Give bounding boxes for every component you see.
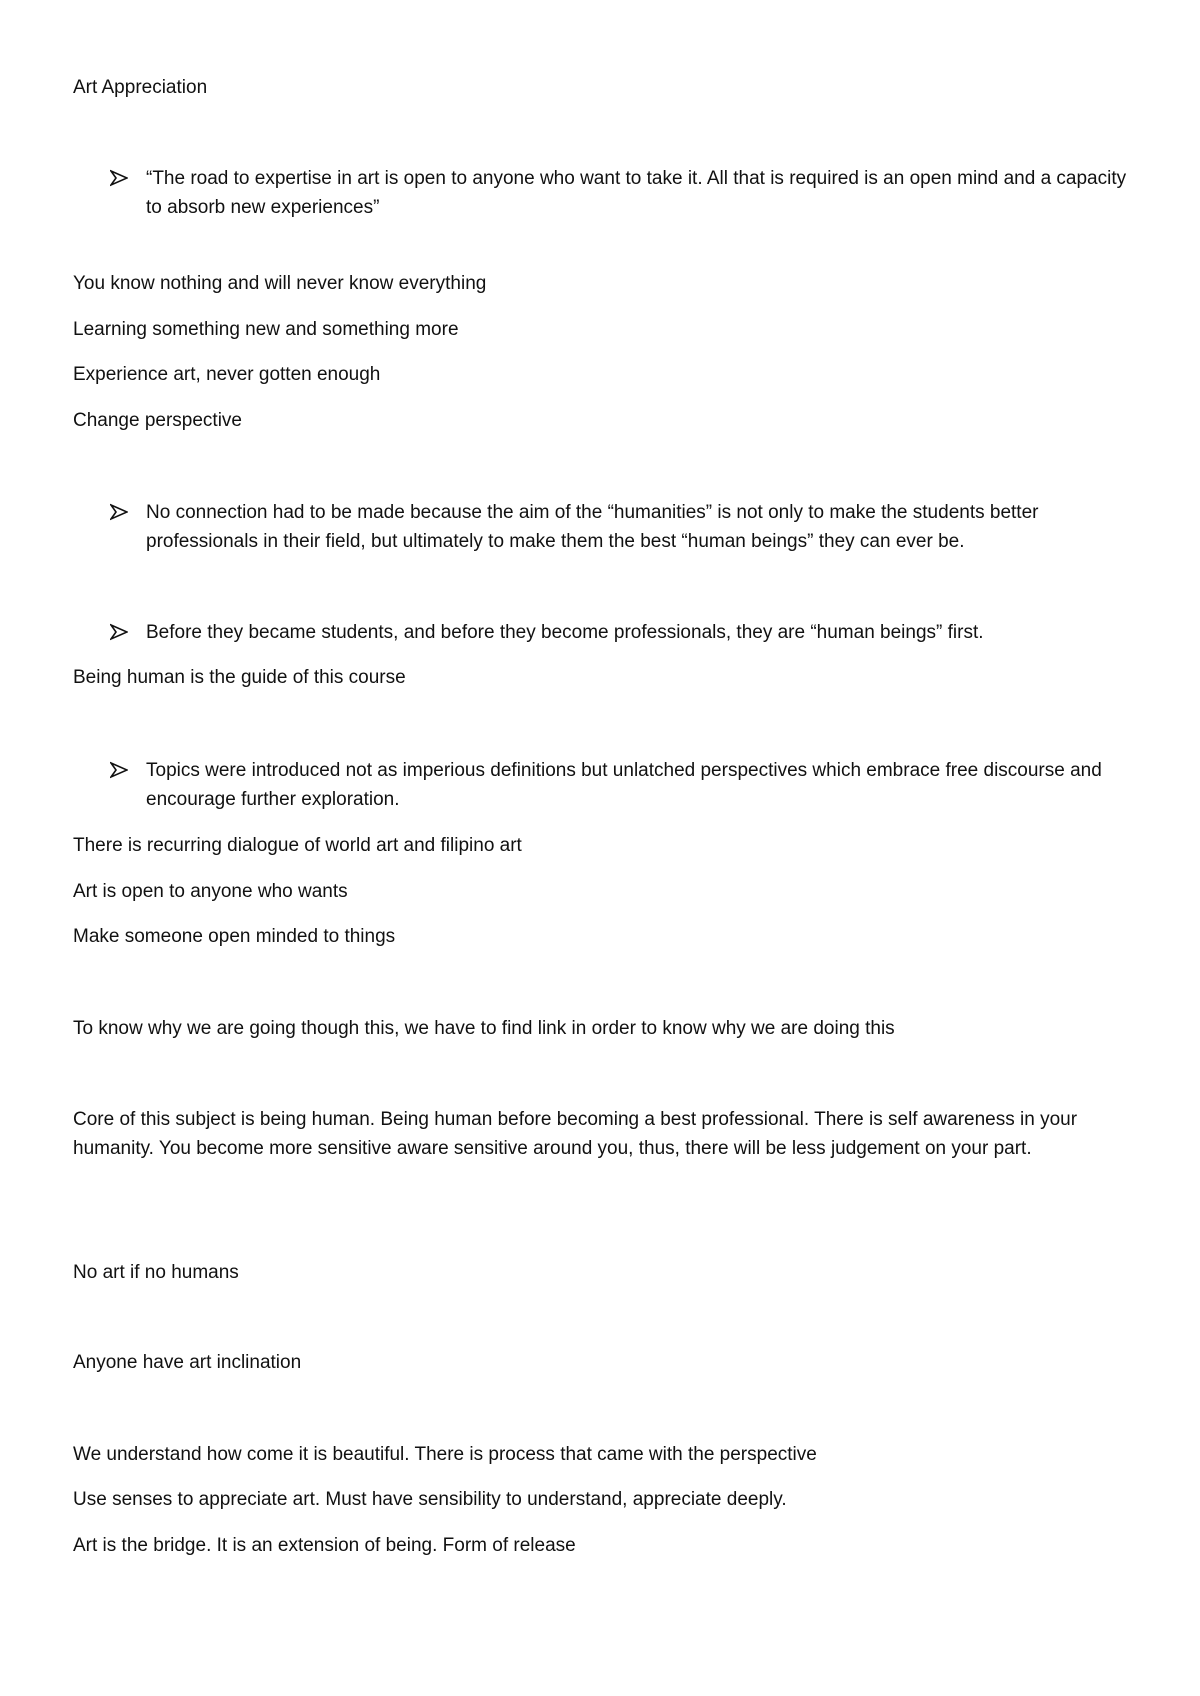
bullet-text: “The road to expertise in art is open to anyone who want to take it. All that is required is an open mind and a capacity to absorb new experiences” [146,168,1127,218]
bullet-topics [110,756,1140,814]
bullet-text: No connection had to be made because the aim of the “humanities” is not only to make the students better professionals in their field, but ultimately to make them the best “human beings” they can ever be. [146,502,1039,552]
document-title: Art Appreciation [73,77,208,98]
bullet-quote [110,164,1140,222]
text-line: No art if no humans [73,1262,239,1283]
text-line: Experience art, never gotten enough [73,364,381,385]
bullet-text: Topics were introduced not as imperious definitions but unlatched perspectives which embrace free discourse and encourage further exploration. [146,760,1102,810]
text-line: Use senses to appreciate art. Must have sensibility to understand, appreciate deeply. [73,1489,787,1510]
arrowhead-bullet-icon [110,503,128,521]
paragraph-core: Core of this subject is being human. Being human before becoming a best professional. There is self awareness in your humanity. You become more sensitive aware sensitive around you, thus, there will be less judgement on your part. [73,1109,1078,1159]
text-line: There is recurring dialogue of world art and filipino art [73,835,522,856]
text-line: Art is the bridge. It is an extension of being. Form of release [73,1535,576,1556]
arrowhead-bullet-icon [110,761,128,779]
text-line: Change perspective [73,410,242,431]
arrowhead-bullet-icon [110,169,128,187]
text-line: Art is open to anyone who wants [73,881,348,902]
bullet-text: Before they became students, and before they become professionals, they are “human beings” first. [146,622,984,643]
text-line: Being human is the guide of this course [73,667,406,688]
arrowhead-bullet-icon [110,623,128,641]
bullet-humanities [110,498,1140,556]
text-line: Learning something new and something more [73,319,459,340]
text-line: We understand how come it is beautiful. There is process that came with the perspective [73,1444,817,1465]
text-line: To know why we are going though this, we have to find link in order to know why we are doing this [73,1018,895,1039]
bullet-human-beings [110,618,1140,647]
text-line: You know nothing and will never know everything [73,273,487,294]
text-line: Make someone open minded to things [73,926,396,947]
text-line: Anyone have art inclination [73,1352,302,1373]
